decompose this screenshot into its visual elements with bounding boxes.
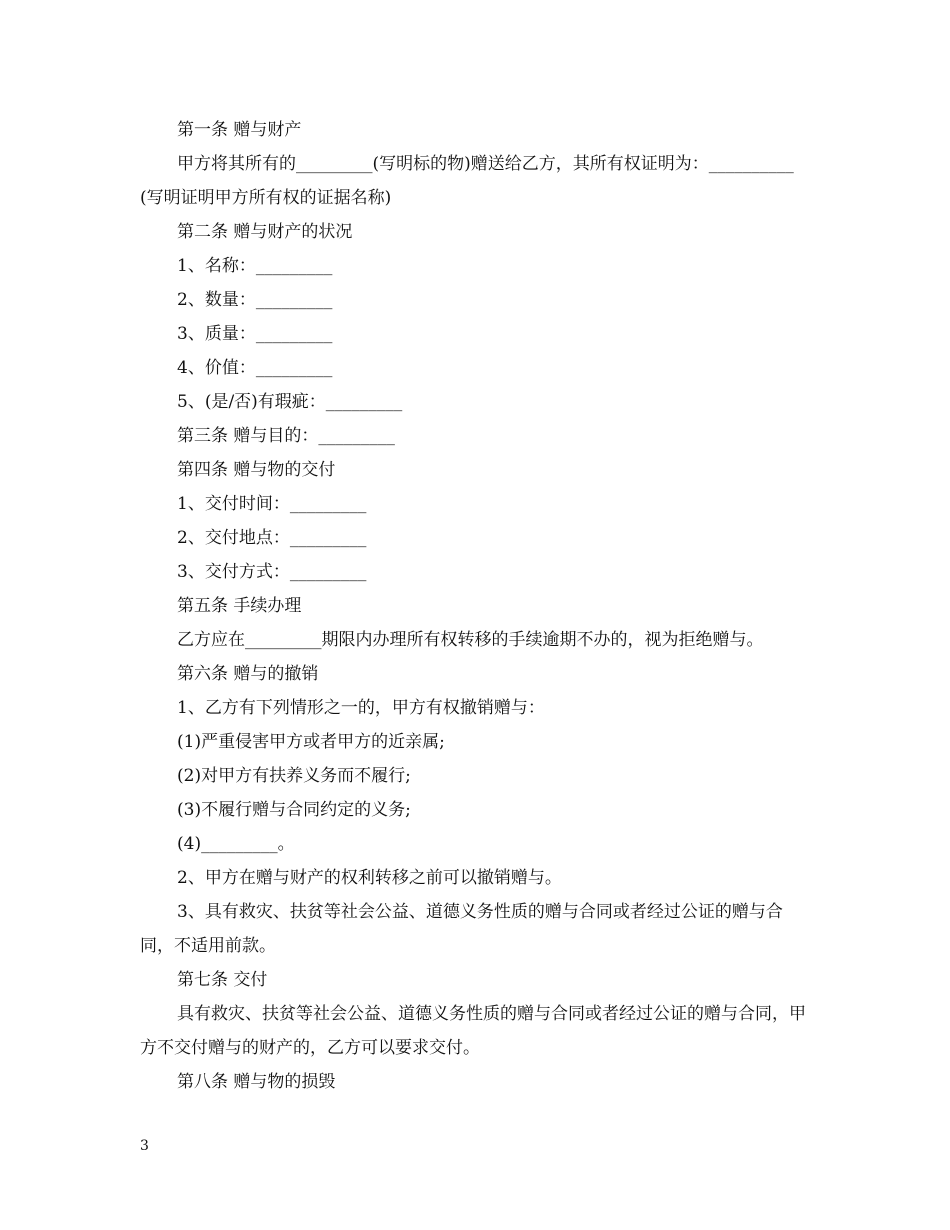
article-8-heading: 第八条 赠与物的损毁 (177, 1072, 336, 1092)
article-2-item-name: 1、名称：_________ (177, 256, 333, 276)
article-7-text: 具有救灾、扶贫等社会公益、道德义务性质的赠与合同或者经过公证的赠与合同，甲方不交付赠与的财产的，乙方可以要求交付。 (140, 1004, 806, 1058)
article-2-item-quality: 3、质量：_________ (177, 324, 333, 344)
article-6-clause-3: 3、具有救灾、扶贫等社会公益、道德义务性质的赠与合同或者经过公证的赠与合同，不适用前款。 (140, 902, 783, 956)
article-4-item-place: 2、交付地点：_________ (177, 528, 367, 548)
article-5-text: 乙方应在_________期限内办理所有权转移的手续逾期不办的，视为拒绝赠与。 (177, 630, 764, 650)
article-3-heading: 第三条 赠与目的：_________ (177, 426, 395, 446)
article-2-item-value: 4、价值：_________ (177, 358, 333, 378)
article-1-heading: 第一条 赠与财产 (177, 120, 302, 140)
article-6-case-4: (4)_________。 (177, 834, 295, 854)
article-4-heading: 第四条 赠与物的交付 (177, 460, 336, 480)
article-5-heading: 第五条 手续办理 (177, 596, 302, 616)
article-2-item-quantity: 2、数量：_________ (177, 290, 333, 310)
article-6-heading: 第六条 赠与的撤销 (177, 664, 319, 684)
article-7-heading: 第七条 交付 (177, 970, 268, 990)
article-6-clause-1: 1、乙方有下列情形之一的，甲方有权撤销赠与： (177, 698, 545, 718)
article-2-item-defect: 5、(是/否)有瑕疵：_________ (177, 392, 403, 412)
article-4-item-method: 3、交付方式：_________ (177, 562, 367, 582)
article-4-item-time: 1、交付时间：_________ (177, 494, 367, 514)
page-number: 3 (140, 1138, 149, 1154)
article-6-case-1: (1)严重侵害甲方或者甲方的近亲属; (177, 732, 445, 752)
article-2-heading: 第二条 赠与财产的状况 (177, 222, 353, 242)
article-6-clause-2: 2、甲方在赠与财产的权利转移之前可以撤销赠与。 (177, 868, 562, 888)
article-1-text: 甲方将其所有的_________(写明标的物)赠送给乙方，其所有权证明为：__________(写明证明甲方所有权的证据名称) (140, 154, 794, 208)
article-6-case-3: (3)不履行赠与合同约定的义务; (177, 800, 411, 820)
contract-body (140, 113, 812, 1099)
article-6-case-2: (2)对甲方有扶养义务而不履行; (177, 766, 411, 786)
